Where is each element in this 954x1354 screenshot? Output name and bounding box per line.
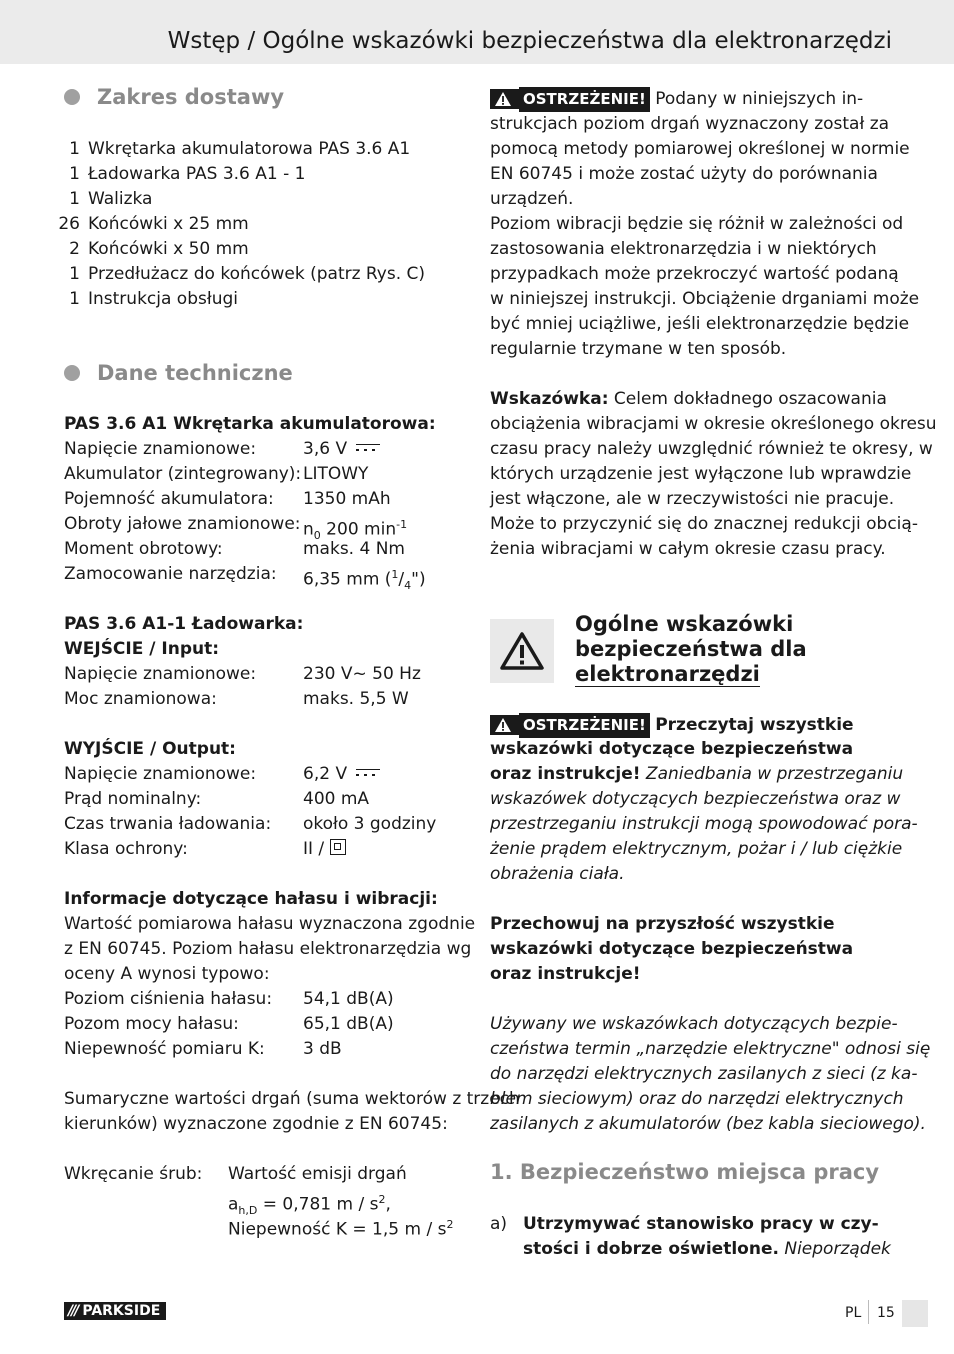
page-title: Wstęp / Ogólne wskazówki bezpieczeństwa dla elektronarzędzi [167,28,892,54]
screw-label: Wkręcanie śrub: [64,1164,203,1184]
scope-item: 1 Instrukcja obsługi [69,289,238,309]
text-line: Używany we wskazówkach dotyczących bezpie- [490,1014,898,1034]
scope-item: 1 Przedłużacz do końcówek (patrz Rys. C) [69,264,426,284]
text-line: być mniej uciążliwe, jeśli elektronarzędzie będzie [490,314,910,334]
protection-class-icon [330,839,346,855]
item-marker: a) [490,1214,508,1234]
text-line: żenia wibracjami w całym okresie czasu pracy. [490,539,886,559]
workplace-heading: 1. Bezpieczeństwo miejsca pracy [490,1160,880,1184]
item-a-text: stości i dobrze oświetlone. Nieporządek [523,1239,891,1259]
language-code: PL [845,1305,862,1321]
text-line: regularnie trzymane w ten sposób. [490,339,787,359]
dc-symbol-icon [356,444,380,451]
text-line: blem sieciowym) oraz do narzędzi elektrycznych [490,1089,904,1109]
footer-tab [902,1300,928,1327]
page-number: 15 [877,1305,895,1321]
screw-value: Wartość emisji drgań [228,1164,407,1184]
noise-title: Informacje dotyczące hałasu i wibracji: [64,889,438,909]
text-line: pomocą metody pomiarowej określonej w normie [490,139,910,159]
text-line: jest włączone, ale w rzeczywistości nie pracuje. [490,489,895,509]
text-line: w niniejszej instrukcji. Obciążenie drganiami może [490,289,920,309]
item-a-text: Utrzymywać stanowisko pracy w czy- [523,1214,879,1234]
warning-triangle-icon [490,715,516,735]
scope-item: 2 Końcówki x 50 mm [69,239,249,259]
vibration-text: kierunków) wyznaczone zgodnie z EN 60745: [64,1114,448,1134]
warning-badge: OSTRZEŻENIE! [490,715,650,735]
text-line: obciążenia wibracjami w okresie określonego okresu [490,414,937,434]
parkside-logo: /// PARKSIDE [64,1302,166,1320]
text-line: Poziom wibracji będzie się różnił w zależności od [490,214,904,234]
driver-title: PAS 3.6 A1 Wkrętarka akumulatorowa: [64,414,436,434]
text-line: czasu pracy należy uwzględnić również te okresy, w [490,439,933,459]
safety-warning-icon-box [490,619,554,683]
warning-paragraph: OSTRZEŻENIE! Podany w niniejszych in- [490,87,863,112]
scope-item: 26 Końcówki x 25 mm [58,214,249,234]
bullet-icon [64,365,80,381]
vibration-text: Sumaryczne wartości drgań (suma wektorów z trzech [64,1089,520,1109]
scope-item: 1 Ładowarka PAS 3.6 A1 - 1 [69,164,306,184]
footer-divider [868,1300,869,1324]
warning-triangle-icon [499,631,545,671]
text-line: EN 60745 i może zostać użyty do porównania [490,164,878,184]
scope-heading: Zakres dostawy [64,85,284,109]
text-line: do narzędzi elektrycznych zasilanych z sieci (z ka- [490,1064,918,1084]
warning-badge: OSTRZEŻENIE! [490,89,650,109]
text-line: urządzeń. [490,189,574,209]
text-line: których urządzenie jest wyłączone lub wprawdzie [490,464,912,484]
input-title: WEJŚCIE / Input: [64,639,220,659]
noise-text: oceny A wynosi typowo: [64,964,270,984]
scope-item: 1 Wkrętarka akumulatorowa PAS 3.6 A1 [69,139,411,159]
warning-paragraph: OSTRZEŻENIE! Przeczytaj wszystkie [490,713,854,738]
text-line: zastosowania elektronarzędzia i w niektórych [490,239,877,259]
keep-instructions: Przechowuj na przyszłość wszystkie [490,914,835,934]
text-line: strukcjach poziom drgań wyznaczony został za [490,114,890,134]
text-line: przypadkach może przekroczyć wartość podaną [490,264,899,284]
screw-value: $a_{h,D} = 0,781$ m / $s^2$, [228,1193,391,1218]
scope-item: 1 Walizka [69,189,153,209]
hint-paragraph: Wskazówka: Celem dokładnego oszacowania [490,389,887,409]
tech-heading: Dane techniczne [64,361,293,385]
safety-title: Ogólne wskazówki bezpieczeństwa dla elektronarzędzi [575,612,807,686]
noise-text: z EN 60745. Poziom hałasu elektronarzędzia wg [64,939,472,959]
text-line: Może to przyczynić się do znacznej redukcji obcią- [490,514,918,534]
noise-text: Wartość pomiarowa hałasu wyznaczona zgodnie [64,914,476,934]
warning-triangle-icon [490,89,516,109]
charger-title: PAS 3.6 A1-1 Ładowarka: [64,614,304,634]
output-title: WYJŚCIE / Output: [64,739,236,759]
bullet-icon [64,89,80,105]
text-line: czeństwa termin „narzędzie elektryczne" odnosi się [490,1039,931,1059]
dc-symbol-icon [356,769,380,776]
screw-value: Niepewność K = 1,5 m / $s^2$ [228,1218,454,1240]
text-line: zasilanych z akumulatorów (bez kabla sieciowego). [490,1114,926,1134]
